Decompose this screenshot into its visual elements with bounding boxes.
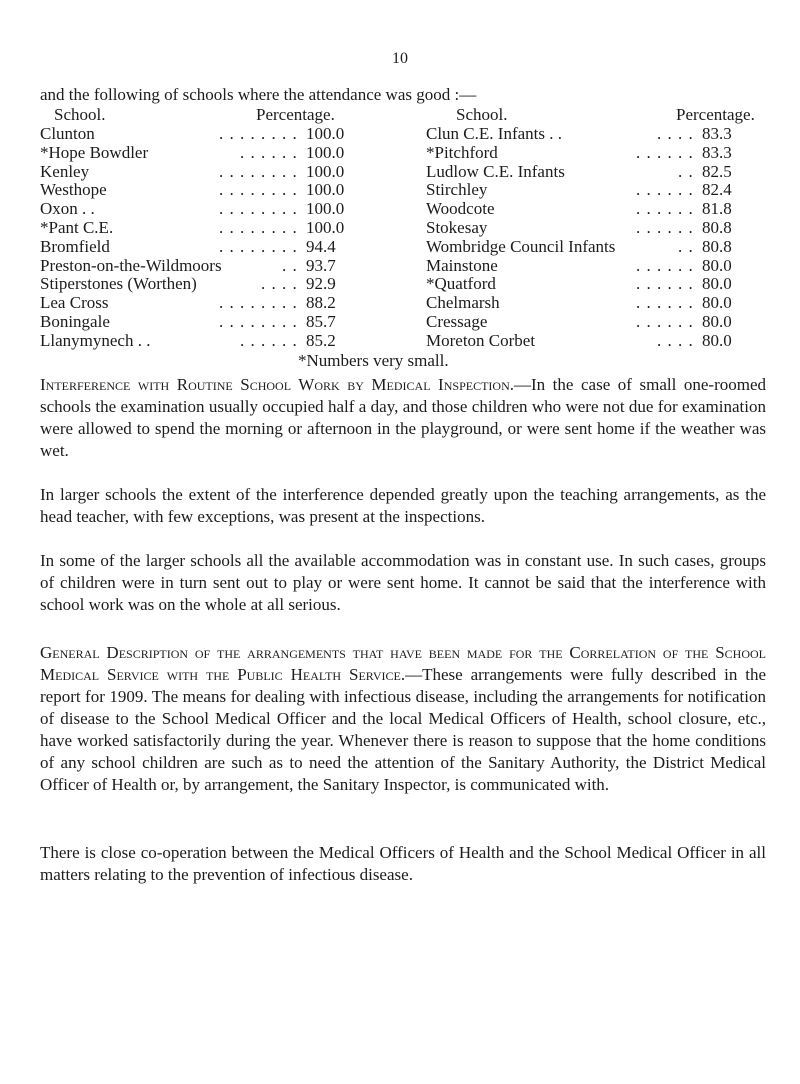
percentage-value: 80.0 — [702, 293, 732, 313]
table-row — [426, 256, 786, 275]
paragraph-text: In some of the larger schools all the available accommodation was in constant use. In such cases, groups of children were in turn sent out to play or were sent home. It cannot be said that the interference with school work was on the whole at all serious. — [40, 551, 766, 614]
percentage-value: 81.8 — [702, 199, 732, 219]
table-row — [426, 274, 786, 293]
school-name: Moreton Corbet — [426, 330, 536, 350]
percentage-value: 80.0 — [702, 330, 732, 350]
percentage-value: 80.0 — [702, 255, 732, 275]
school-name: *Quatford — [426, 274, 496, 294]
table-row — [40, 199, 400, 218]
percentage-value: 83.3 — [702, 142, 732, 162]
paragraph-text: —These arrangements were fully described in the report for 1909. The means for dealing with infectious disease, including the arrangements for notification of disease to the School Medical Officer and the local Medical Officers of Health, school closure, etc., have worked satisfactorily during the year. Whenever there is reason to suppose that the home conditions of any school children are such as to need the attention of the Sanitary Authority, the District Medical Officer of Health or, by arrangement, the Sanitary Inspector, is communicated with. — [40, 665, 766, 794]
school-name: Lea Cross — [40, 293, 109, 313]
percentage-value: 100.0 — [306, 161, 345, 181]
percentage-value: 80.0 — [702, 311, 732, 331]
dot-leader: . . . . . . — [636, 199, 694, 219]
paragraph-accommodation — [40, 550, 766, 616]
school-name: Kenley — [40, 161, 90, 181]
dot-leader: . . . . . . — [636, 293, 694, 313]
percentage-value: 80.8 — [702, 236, 732, 256]
dot-leader: . . . . — [657, 330, 694, 350]
section-heading: Interference with Routine School Work by Medical Inspection. — [40, 375, 514, 394]
table-row — [40, 237, 400, 256]
left-column — [40, 124, 400, 350]
school-name: Westhope — [40, 180, 107, 200]
dot-leader: . . . . — [261, 274, 298, 294]
percentage-value: 93.7 — [306, 255, 336, 275]
paragraph-larger-schools — [40, 484, 766, 528]
table-row — [40, 293, 400, 312]
school-name: Wombridge Council Infants — [426, 236, 616, 256]
dot-leader: . . — [282, 255, 298, 275]
percentage-value: 94.4 — [306, 236, 336, 256]
school-name: *Pitchford — [426, 142, 498, 162]
percentage-value: 83.3 — [702, 124, 732, 143]
school-name: *Hope Bowdler — [40, 142, 149, 162]
dot-leader: . . . . . . — [636, 274, 694, 294]
table-row — [426, 331, 786, 350]
table-row — [40, 180, 400, 199]
dot-leader: . . . . . . . . — [219, 217, 298, 237]
table-row — [426, 312, 786, 331]
percentage-value: 100.0 — [306, 124, 345, 143]
school-name: Bromfield — [40, 236, 110, 256]
table-row — [40, 218, 400, 237]
school-name: Clunton — [40, 124, 95, 143]
dot-leader: . . . . . . — [240, 142, 298, 162]
school-name: Stirchley — [426, 180, 488, 200]
table-row — [40, 256, 400, 275]
percentage-value: 80.0 — [702, 274, 732, 294]
table-row — [40, 162, 400, 181]
table-row — [40, 274, 400, 293]
dot-leader: . . . . . . . . — [219, 161, 298, 181]
dot-leader: . . . . . . . . — [219, 199, 298, 219]
table-row — [40, 143, 400, 162]
school-name: Stokesay — [426, 217, 488, 237]
table-row — [40, 312, 400, 331]
percentage-value: 85.7 — [306, 311, 336, 331]
school-name: Woodcote — [426, 199, 495, 219]
dot-leader: . . . . . . . . — [219, 180, 298, 200]
school-name: Boningale — [40, 311, 110, 331]
table-row — [426, 180, 786, 199]
section-heading: General Description of the arrangements that have been made for the Correlation of the School Medical Service with the Public Health Service. — [40, 643, 766, 684]
dot-leader: . . . . . . — [636, 217, 694, 237]
right-column — [426, 124, 786, 350]
table-row — [426, 143, 786, 162]
dot-leader: . . . . . . — [636, 180, 694, 200]
table-row — [426, 237, 786, 256]
percentage-value: 88.2 — [306, 293, 336, 313]
page-number: 10 — [392, 50, 408, 67]
dot-leader: . . — [678, 236, 694, 256]
dot-leader: . . . . . . . . — [219, 124, 298, 143]
school-name: Clun C.E. Infants . . — [426, 124, 562, 143]
school-name: Chelmarsh — [426, 293, 500, 313]
percentage-value: 80.8 — [702, 217, 732, 237]
table-row — [426, 218, 786, 237]
percentage-value: 82.5 — [702, 161, 732, 181]
table-row — [426, 199, 786, 218]
school-name: *Pant C.E. — [40, 217, 114, 237]
percentage-value: 92.9 — [306, 274, 336, 294]
percentage-value: 85.2 — [306, 330, 336, 350]
dot-leader: . . . . . . . . — [219, 311, 298, 331]
table-row — [426, 124, 786, 143]
left-header-percentage: Percentage. — [256, 105, 335, 124]
school-name: Cressage — [426, 311, 488, 331]
dot-leader: . . . . . . — [240, 330, 298, 350]
dot-leader: . . . . . . — [636, 255, 694, 275]
school-name: Llanymynech . . — [40, 330, 151, 350]
left-header-school: School. — [54, 105, 106, 124]
dot-leader: . . . . . . . . — [219, 293, 298, 313]
paragraph-text: In larger schools the extent of the interference depended greatly upon the teaching arrangements, as the head teacher, with few exceptions, was present at the inspections. — [40, 485, 766, 526]
school-name: Oxon . . — [40, 199, 95, 219]
school-name: Mainstone — [426, 255, 498, 275]
right-header-school: School. — [456, 105, 508, 124]
percentage-value: 100.0 — [306, 199, 345, 219]
table-row — [40, 331, 400, 350]
paragraph-text: —In the case of small one-roomed schools the examination usually occupied half a day, and those children who were not due for examination were allowed to spend the morning or afternoon in the playground, or were sent home if the weather was wet. — [40, 375, 766, 460]
percentage-value: 82.4 — [702, 180, 732, 200]
percentage-value: 100.0 — [306, 217, 345, 237]
school-name: Ludlow C.E. Infants — [426, 161, 565, 181]
paragraph-interference — [40, 374, 766, 462]
table-row — [40, 124, 400, 143]
table-row — [426, 293, 786, 312]
percentage-value: 100.0 — [306, 180, 345, 200]
dot-leader: . . . . — [657, 124, 694, 143]
right-header-percentage: Percentage. — [676, 105, 755, 124]
table-row — [426, 162, 786, 181]
dot-leader: . . . . . . . . — [219, 236, 298, 256]
attendance-table — [0, 104, 800, 370]
paragraph-text: There is close co-operation between the Medical Officers of Health and the School Medical Officer in all matters relating to the prevention of infectious disease. — [40, 843, 766, 884]
dot-leader: . . . . . . — [636, 311, 694, 331]
school-name: Preston-on-the-Wildmoors — [40, 255, 222, 275]
footnote: *Numbers very small. — [298, 351, 449, 370]
school-name: Stiperstones (Worthen) — [40, 274, 197, 294]
paragraph-co-operation — [40, 842, 766, 886]
percentage-value: 100.0 — [306, 142, 345, 162]
intro-line: and the following of schools where the attendance was good :— — [40, 85, 477, 104]
dot-leader: . . . . . . — [636, 142, 694, 162]
dot-leader: . . — [678, 161, 694, 181]
paragraph-general-description — [40, 642, 766, 796]
